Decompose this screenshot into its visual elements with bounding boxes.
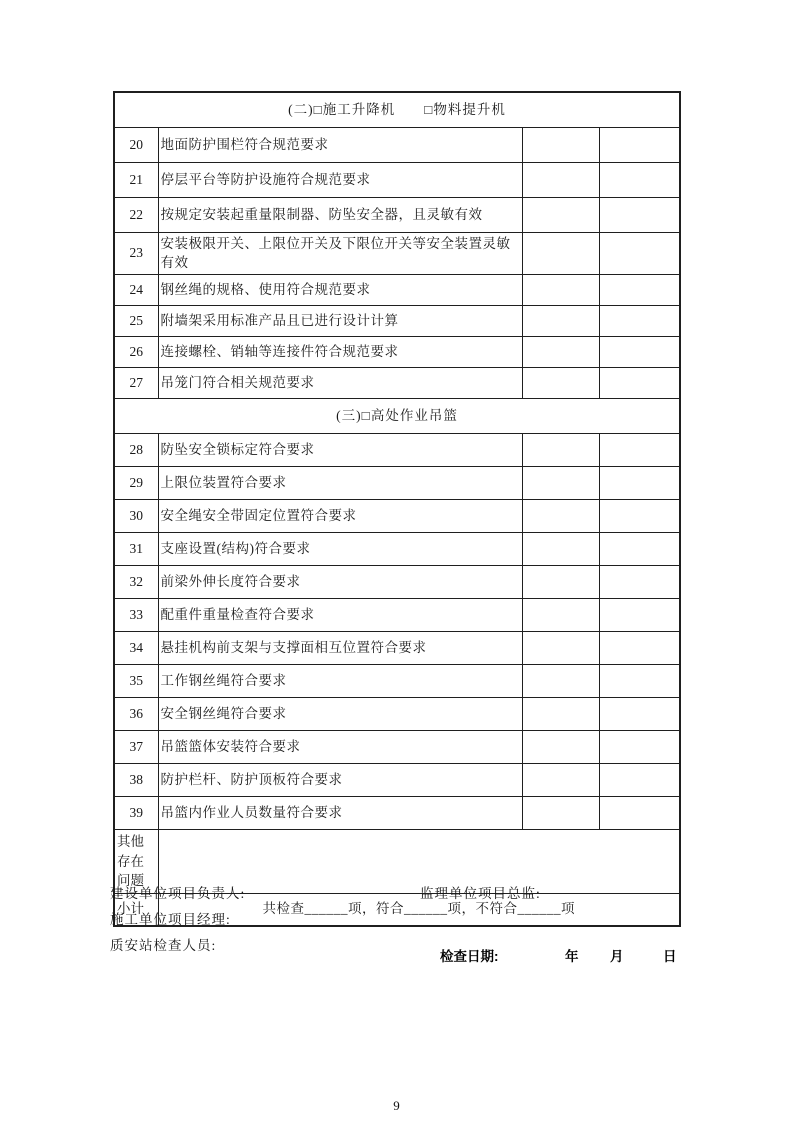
- section-header-cradle: (三)□高处作业吊篮: [114, 399, 680, 434]
- check-cell-2: [599, 797, 680, 830]
- table-row: [114, 665, 680, 698]
- item-description: 防坠安全锁标定符合要求: [158, 434, 522, 467]
- check-cell-1: [522, 599, 599, 632]
- section-header-row: [114, 399, 680, 434]
- supervisor-signature-label: 监理单位项目总监:: [420, 886, 541, 901]
- subtotal-text: 共检查______项，符合______项，不符合______项: [158, 893, 680, 926]
- check-cell-1: [522, 764, 599, 797]
- table-row: [114, 198, 680, 233]
- table-row: [114, 731, 680, 764]
- check-cell-1: [522, 632, 599, 665]
- check-cell-2: [599, 434, 680, 467]
- check-cell-1: [522, 566, 599, 599]
- item-number: 28: [114, 434, 158, 467]
- inspection-table: [113, 91, 681, 927]
- page-number: 9: [393, 1098, 400, 1113]
- check-cell-1: [522, 275, 599, 306]
- check-cell-2: [599, 467, 680, 500]
- check-cell-1: [522, 368, 599, 399]
- item-description: 上限位装置符合要求: [158, 467, 522, 500]
- contractor-signature-label: 施工单位项目经理:: [110, 912, 231, 927]
- item-description: 按规定安装起重量限制器、防坠安全器，且灵敏有效: [158, 198, 522, 233]
- check-cell-1: [522, 233, 599, 275]
- table-row: [114, 632, 680, 665]
- check-cell-2: [599, 698, 680, 731]
- check-cell-1: [522, 533, 599, 566]
- table-row: [114, 467, 680, 500]
- item-description: 吊篮内作业人员数量符合要求: [158, 797, 522, 830]
- check-cell-2: [599, 275, 680, 306]
- item-description: 附墙架采用标准产品且已进行设计计算: [158, 306, 522, 337]
- check-cell-2: [599, 500, 680, 533]
- check-cell-1: [522, 500, 599, 533]
- table-row: [114, 599, 680, 632]
- check-cell-2: [599, 337, 680, 368]
- item-number: 31: [114, 533, 158, 566]
- table-row: [114, 566, 680, 599]
- check-cell-1: [522, 128, 599, 163]
- check-cell-2: [599, 306, 680, 337]
- other-issues-label-text: 其他存在问题: [117, 834, 144, 889]
- item-number: 27: [114, 368, 158, 399]
- table-row: [114, 500, 680, 533]
- item-description: 安全绳安全带固定位置符合要求: [158, 500, 522, 533]
- item-description: 安全钢丝绳符合要求: [158, 698, 522, 731]
- table-row: [114, 128, 680, 163]
- item-description: 前梁外伸长度符合要求: [158, 566, 522, 599]
- check-cell-1: [522, 306, 599, 337]
- table-row: [114, 233, 680, 275]
- check-cell-1: [522, 198, 599, 233]
- item-number: 35: [114, 665, 158, 698]
- check-cell-2: [599, 764, 680, 797]
- check-cell-2: [599, 163, 680, 198]
- check-cell-1: [522, 665, 599, 698]
- section-header-lifts: (二)□施工升降机 □物料提升机: [114, 92, 680, 128]
- item-description: 支座设置(结构)符合要求: [158, 533, 522, 566]
- item-description: 吊笼门符合相关规范要求: [158, 368, 522, 399]
- check-cell-1: [522, 731, 599, 764]
- check-cell-1: [522, 698, 599, 731]
- item-description: 安装极限开关、上限位开关及下限位开关等安全装置灵敏有效: [158, 233, 522, 275]
- year-label: 年: [565, 949, 579, 964]
- item-description: 防护栏杆、防护顶板符合要求: [158, 764, 522, 797]
- item-number: 37: [114, 731, 158, 764]
- item-number: 21: [114, 163, 158, 198]
- check-cell-2: [599, 731, 680, 764]
- item-number: 24: [114, 275, 158, 306]
- table-row: [114, 434, 680, 467]
- item-number: 29: [114, 467, 158, 500]
- item-description: 配重件重量检查符合要求: [158, 599, 522, 632]
- item-description: 工作钢丝绳符合要求: [158, 665, 522, 698]
- table-row: [114, 306, 680, 337]
- check-cell-1: [522, 163, 599, 198]
- check-cell-1: [522, 467, 599, 500]
- check-cell-2: [599, 566, 680, 599]
- builder-signature-label: 建设单位项目负责人:: [110, 886, 246, 901]
- check-cell-2: [599, 632, 680, 665]
- item-description: 钢丝绳的规格、使用符合规范要求: [158, 275, 522, 306]
- item-number: 25: [114, 306, 158, 337]
- inspector-signature-label: 质安站检查人员:: [110, 938, 217, 953]
- check-cell-1: [522, 337, 599, 368]
- item-description: 吊篮篮体安装符合要求: [158, 731, 522, 764]
- table-row: [114, 337, 680, 368]
- item-number: 20: [114, 128, 158, 163]
- item-number: 33: [114, 599, 158, 632]
- item-number: 32: [114, 566, 158, 599]
- check-cell-1: [522, 797, 599, 830]
- item-number: 38: [114, 764, 158, 797]
- item-number: 39: [114, 797, 158, 830]
- table-row: [114, 368, 680, 399]
- check-cell-2: [599, 533, 680, 566]
- table-row: [114, 163, 680, 198]
- table-row: [114, 764, 680, 797]
- table-row: [114, 275, 680, 306]
- item-description: 地面防护围栏符合规范要求: [158, 128, 522, 163]
- check-cell-2: [599, 233, 680, 275]
- item-number: 22: [114, 198, 158, 233]
- item-number: 34: [114, 632, 158, 665]
- table-row: [114, 533, 680, 566]
- inspection-date-label: 检查日期:: [440, 949, 499, 964]
- item-number: 26: [114, 337, 158, 368]
- item-description: 停层平台等防护设施符合规范要求: [158, 163, 522, 198]
- item-description: 连接螺栓、销轴等连接件符合规范要求: [158, 337, 522, 368]
- table-row: [114, 797, 680, 830]
- check-cell-2: [599, 665, 680, 698]
- check-cell-2: [599, 599, 680, 632]
- subtotal-label: 小计: [114, 893, 158, 926]
- check-cell-2: [599, 368, 680, 399]
- item-number: 36: [114, 698, 158, 731]
- item-number: 30: [114, 500, 158, 533]
- section-header-row: [114, 92, 680, 128]
- check-cell-1: [522, 434, 599, 467]
- day-label: 日: [663, 949, 677, 964]
- item-number: 23: [114, 233, 158, 275]
- check-cell-2: [599, 198, 680, 233]
- table-row: [114, 698, 680, 731]
- check-cell-2: [599, 128, 680, 163]
- month-label: 月: [610, 949, 624, 964]
- item-description: 悬挂机构前支架与支撑面相互位置符合要求: [158, 632, 522, 665]
